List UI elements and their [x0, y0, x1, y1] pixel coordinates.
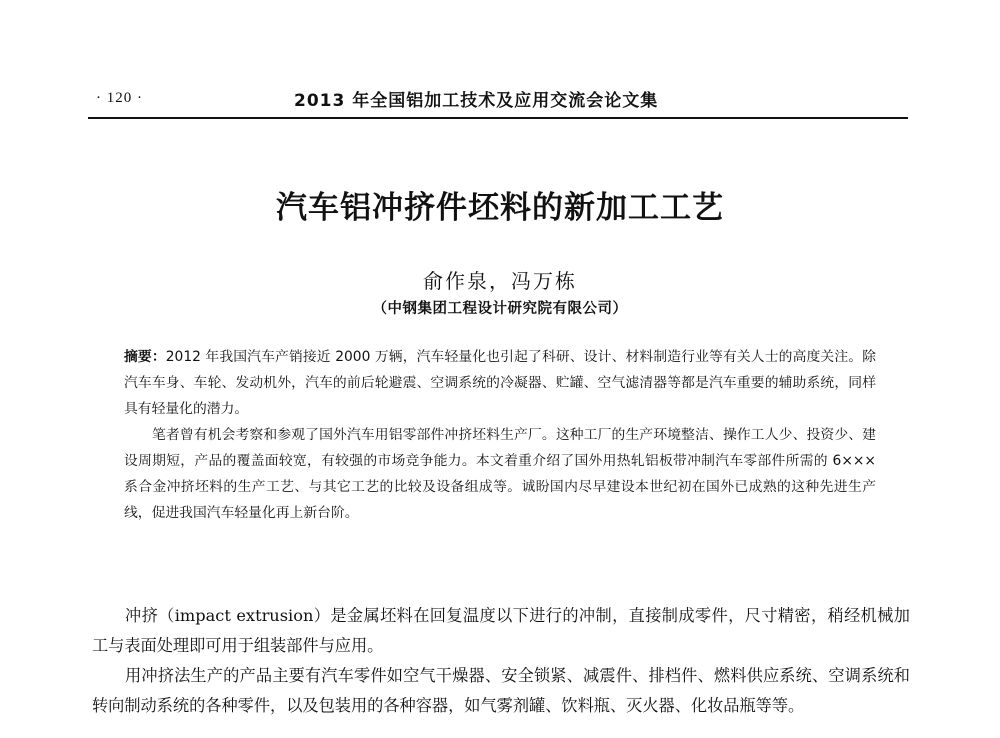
author-affiliation: （中钢集团工程设计研究院有限公司）: [372, 301, 628, 317]
running-title: 2013 年全国铝加工技术及应用交流会论文集: [294, 91, 659, 111]
header-rule: [88, 117, 908, 119]
abstract-text-1: 2012 年我国汽车产销接近 2000 万辆，汽车轻量化也引起了科研、设计、材料制造行业等有关人士的高度关注。除汽车车身、车轮、发动机外，汽车的前后轮避震、空调系统的冷凝器、贮罐、空气滤清器等都是汽车重要的辅助系统，同样具有轻量化的潜力。: [124, 349, 876, 417]
body-paragraph-2: 用冲挤法生产的产品主要有汽车零件如空气干燥器、安全锁紧、减震件、排档件、燃料供应系统、空调系统和转向制动系统的各种零件，以及包装用的各种容器，如气雾剂罐、饮料瓶、灭火器、化妆品瓶等等。: [92, 666, 910, 715]
article-title: 汽车铝冲挤件坯料的新加工工艺: [276, 190, 724, 226]
body-text: [92, 601, 910, 721]
page-number: · 120 ·: [96, 90, 143, 106]
page-header: [88, 86, 910, 114]
abstract-label: 摘要：: [124, 349, 166, 365]
abstract-paragraph-2: 笔者曾有机会考察和参观了国外汽车用铝零部件冲挤坯料生产厂。这种工厂的生产环境整洁、操作工人少、投资少、建设周期短，产品的覆盖面较宽，有较强的市场竞争能力。本文着重介绍了国外用热轧铝板带冲制汽车零部件所需的 6××× 系合金冲挤坯料的生产工艺、与其它工艺的比较及设备组成等。诚盼国内尽早建设本世纪初在国外已成熟的这种先进生产线，促进我国汽车轻量化再上新台阶。: [124, 427, 876, 521]
article-authors: 俞作泉，冯万栋: [423, 269, 577, 293]
abstract-section: [124, 344, 876, 526]
body-paragraph-1: 冲挤（impact extrusion）是金属坯料在回复温度以下进行的冲制，直接制成零件，尺寸精密，稍经机械加工与表面处理即可用于组装部件与应用。: [92, 606, 910, 655]
abstract-paragraph-1: [124, 344, 876, 422]
